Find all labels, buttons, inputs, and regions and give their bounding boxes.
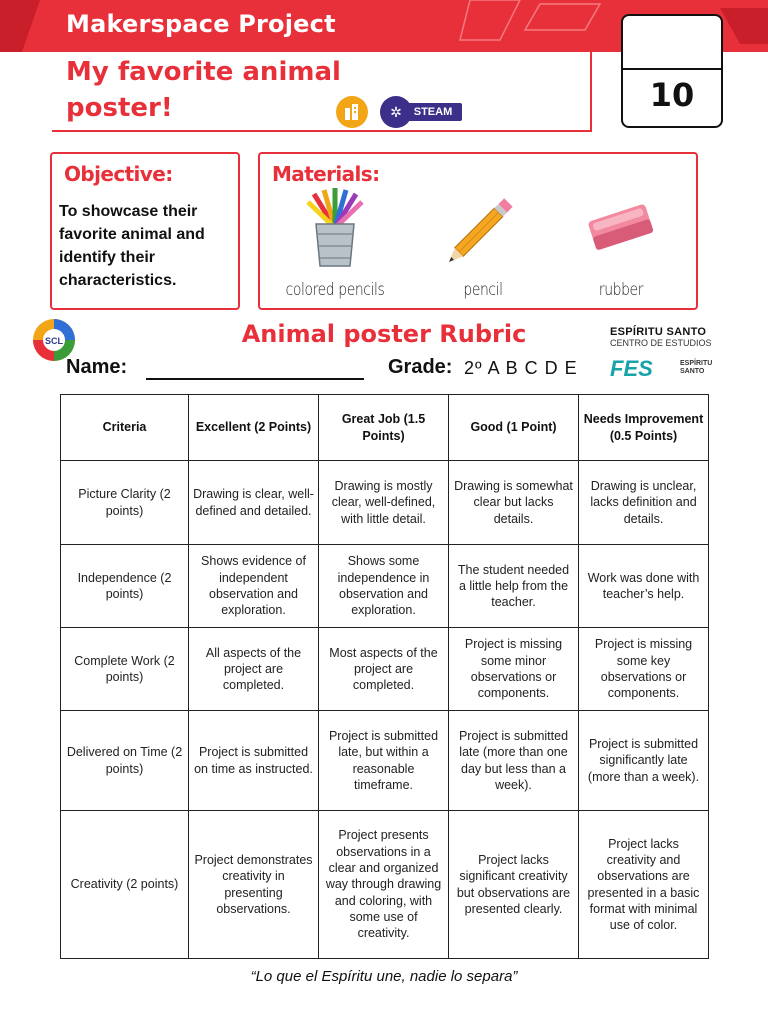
rubric-cell: The student needed a little help from the teacher. [449,545,579,628]
material-rubber [556,188,686,306]
rubric-cell: Project is submitted late, but within a reasonable timeframe. [319,711,449,811]
materials-panel [258,152,698,310]
name-input-line[interactable] [146,378,364,380]
atom-icon: ✲ [380,96,412,128]
objective-panel [50,152,240,310]
rubric-cell: Drawing is somewhat clear but lacks details. [449,461,579,545]
footer-quote: “Lo que el Espíritu une, nadie lo separa” [250,968,518,985]
rubric-cell: Shows evidence of independent observation and exploration. [189,545,319,628]
criteria-cell: Delivered on Time (2 points) [61,711,189,811]
column-header: Needs Improvement (0.5 Points) [579,395,709,461]
material-colored-pencils [270,188,400,306]
table-row [61,628,709,711]
material-label: rubber [598,280,644,300]
table-row [61,545,709,628]
rubric-cell: Project demonstrates creativity in presenting observations. [189,811,319,959]
table-header-row [61,395,709,461]
column-header: Excellent (2 Points) [189,395,319,461]
rubric-cell: Project lacks significant creativity but observations are presented clearly. [449,811,579,959]
rubric-cell: Drawing is clear, well-defined and detailed. [189,461,319,545]
rubric-cell: Project is submitted late (more than one day but less than a week). [449,711,579,811]
column-header: Great Job (1.5 Points) [319,395,449,461]
score-value: 10 [649,76,695,114]
table-row [61,811,709,959]
objective-text: To showcase their favorite animal and identify their characteristics. [59,203,205,289]
table-row [61,711,709,811]
rubric-cell: Project lacks creativity and observations are presented in a basic format with minimal use of color. [579,811,709,959]
school-sub: CENTRO DE ESTUDIOS [610,338,712,348]
name-label: Name: [66,356,128,378]
scl-logo-text: SCL [45,336,63,346]
rubric-cell: Drawing is mostly clear, well-defined, with little detail. [319,461,449,545]
rubric-cell: Project is missing some key observations or components. [579,628,709,711]
rubric-cell: All aspects of the project are completed. [189,628,319,711]
rubric-cell: Most aspects of the project are completed. [319,628,449,711]
project-title: Makerspace Project [66,10,336,38]
rubric-cell: Project is missing some minor observations or components. [449,628,579,711]
rubric-cell: Project is submitted on time as instructed. [189,711,319,811]
rubric-cell: Drawing is unclear, lacks definition and details. [579,461,709,545]
rubric-cell: Work was done with teacher’s help. [579,545,709,628]
poster-subtitle: My favorite animal poster! [66,57,341,123]
rubric-title: Animal poster Rubric [241,320,527,348]
score-box [621,14,723,128]
rubric-cell: Shows some independence in observation and exploration. [319,545,449,628]
colored-pencils-icon [300,188,370,270]
criteria-cell: Complete Work (2 points) [61,628,189,711]
eraser-icon [581,188,661,258]
criteria-cell: Creativity (2 points) [61,811,189,959]
column-header: Good (1 Point) [449,395,579,461]
grade-label: Grade: [388,356,453,378]
score-divider [623,68,721,70]
material-pencil [418,188,548,306]
pencil-icon [443,188,523,268]
grade-options: 2º A B C D E [464,358,578,378]
criteria-cell: Picture Clarity (2 points) [61,461,189,545]
column-header: Criteria [61,395,189,461]
engineering-badge-icon [336,96,368,128]
rubric-table [60,394,709,959]
table-row [61,461,709,545]
steam-badge-icon [380,96,464,128]
school-name: ESPÍRITU SANTO [610,326,707,338]
rubric-cell: Project is submitted significantly late (more than a week). [579,711,709,811]
building-icon [342,102,362,122]
school-logo [610,326,750,348]
objective-title: Objective: [64,162,173,186]
criteria-cell: Independence (2 points) [61,545,189,628]
fes-sub: ESPÍRITU SANTO [680,360,713,375]
steam-label: STEAM [404,103,462,121]
material-label: colored pencils [285,280,385,300]
rubric-cell: Project presents observations in a clear and organized way through drawing and coloring, with some use of creativity. [319,811,449,959]
material-label: pencil [463,280,503,300]
materials-title: Materials: [272,162,380,186]
fes-logo: FES [610,356,653,381]
